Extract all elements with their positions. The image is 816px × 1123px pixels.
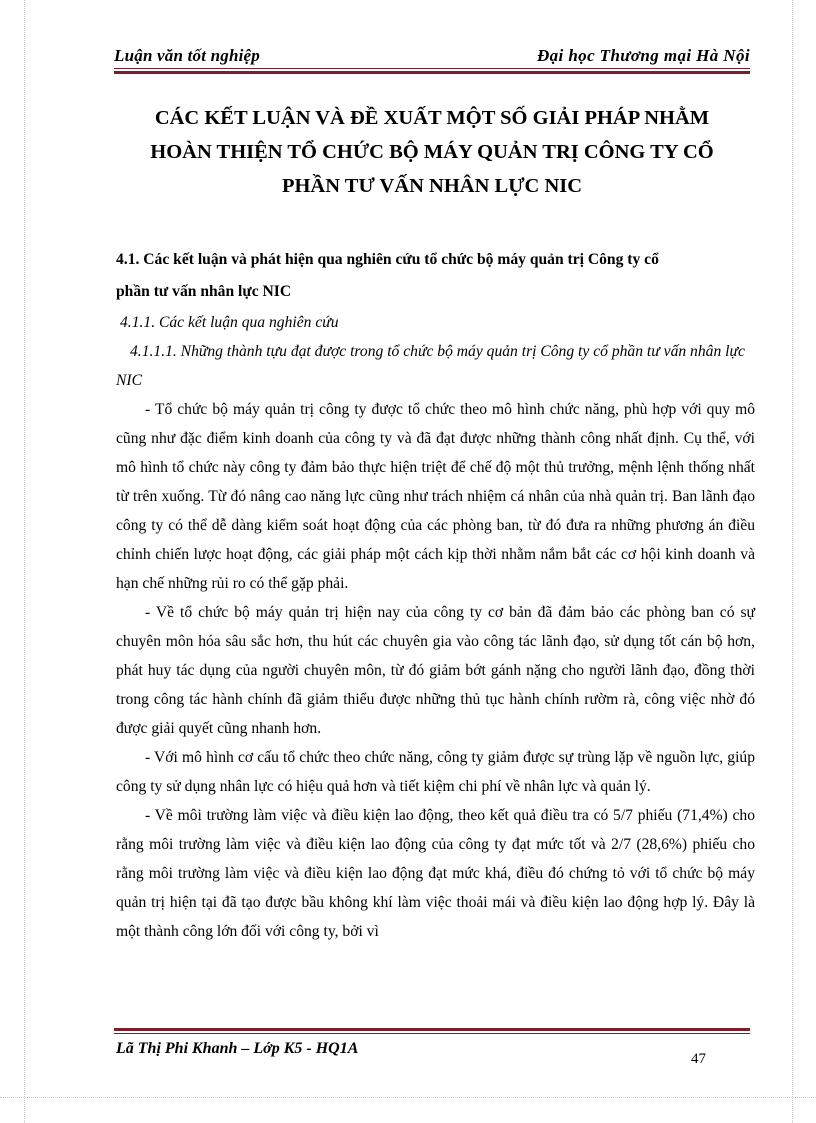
section-heading-line-1: 4.1. Các kết luận và phát hiện qua nghiên cứu tổ chức bộ máy quản trị Công ty cổ — [116, 251, 659, 268]
chapter-title-line-1: CÁC KẾT LUẬN VÀ ĐỀ XUẤT MỘT SỐ GIẢI PHÁP NHẰM — [154, 107, 710, 129]
page-edge-left — [24, 0, 25, 1123]
document-body — [116, 244, 755, 946]
chapter-title — [114, 101, 750, 203]
paragraph-3: - Với mô hình cơ cấu tổ chức theo chức năng, công ty giảm được sự trùng lặp về nguồn lực, giúp công ty sử dụng nhân lực có hiệu quả hơn và tiết kiệm chi phí về nhân lực và quản lý. — [116, 749, 755, 795]
header-thesis-label: Luận văn tốt nghiệp — [114, 46, 260, 65]
subsection-heading: 4.1.1. Các kết luận qua nghiên cứu — [120, 314, 339, 331]
paragraph-4: - Về môi trường làm việc và điều kiện lao động, theo kết quả điều tra có 5/7 phiếu (71,4%) cho rằng môi trường làm việc và điều kiện lao động của công ty đạt mức tốt và 2/7 (28,6%) phiếu cho rằng môi trường làm việc và điều kiện lao động đạt mức khá, điều đó chứng tỏ với tổ chức bộ máy quản trị hiện tại đã tạo được bầu không khí làm việc thoải mái và điều kiện lao động hợp lý. Đây là một thành công lớn đối với công ty, bởi vì — [116, 807, 755, 940]
page-edge-bottom — [0, 1097, 816, 1098]
footer-rule-thin — [114, 1033, 750, 1034]
chapter-title-line-3: PHẦN TƯ VẤN NHÂN LỰC NIC — [281, 175, 583, 197]
section-heading-line-2: phần tư vấn nhân lực NIC — [116, 283, 292, 300]
page-header — [114, 46, 750, 68]
footer-author: Lã Thị Phi Khanh – Lớp K5 - HQ1A — [116, 1040, 359, 1057]
page-number: 47 — [691, 1051, 706, 1067]
paragraph-2: - Về tổ chức bộ máy quản trị hiện nay của công ty cơ bản đã đảm bảo các phòng ban có sự chuyên môn hóa sâu sắc hơn, thu hút các chuyên gia vào công tác lãnh đạo, sử dụng tốt cán bộ hơn, phát huy tác dụng của người chuyên môn, từ đó giảm bớt gánh nặng cho người lãnh đạo, đồng thời trong công tác hành chính đã giảm thiểu được những thủ tục hành chính rườm rà, công việc nhờ đó được giải quyết cũng nhanh hơn. — [116, 604, 755, 737]
header-rule-thin — [114, 68, 750, 69]
paragraph-1: - Tổ chức bộ máy quản trị công ty được tổ chức theo mô hình chức năng, phù hợp với quy mô cũng như đặc điểm kinh doanh của công ty và đã đạt được những thành công nhất định. Cụ thể, với mô hình tổ chức này công ty đảm bảo thực hiện triệt để chế độ một thủ trưởng, mệnh lệnh thống nhất từ trên xuống. Từ đó nâng cao năng lực cũng như trách nhiệm cá nhân của nhà quản trị. Ban lãnh đạo công ty có thể dễ dàng kiểm soát hoạt động của các phòng ban, từ đó đưa ra những phương án điều chỉnh chiến lược hoạt động, các giải pháp một cách kịp thời nhằm nắm bắt các cơ hội kinh doanh và hạn chế những rủi ro có thể gặp phải. — [116, 401, 755, 592]
header-rule-thick — [114, 71, 750, 74]
chapter-title-line-2: HOÀN THIỆN TỔ CHỨC BỘ MÁY QUẢN TRỊ CÔNG TY CỔ — [150, 141, 714, 163]
page-edge-right — [792, 0, 793, 1123]
subsubsection-heading: 4.1.1.1. Những thành tựu đạt được trong tổ chức bộ máy quản trị Công ty cổ phần tư vấn nhân lực NIC — [116, 343, 745, 389]
header-university-label: Đại học Thương mại Hà Nội — [536, 46, 750, 65]
footer-rule-thick — [114, 1028, 750, 1031]
